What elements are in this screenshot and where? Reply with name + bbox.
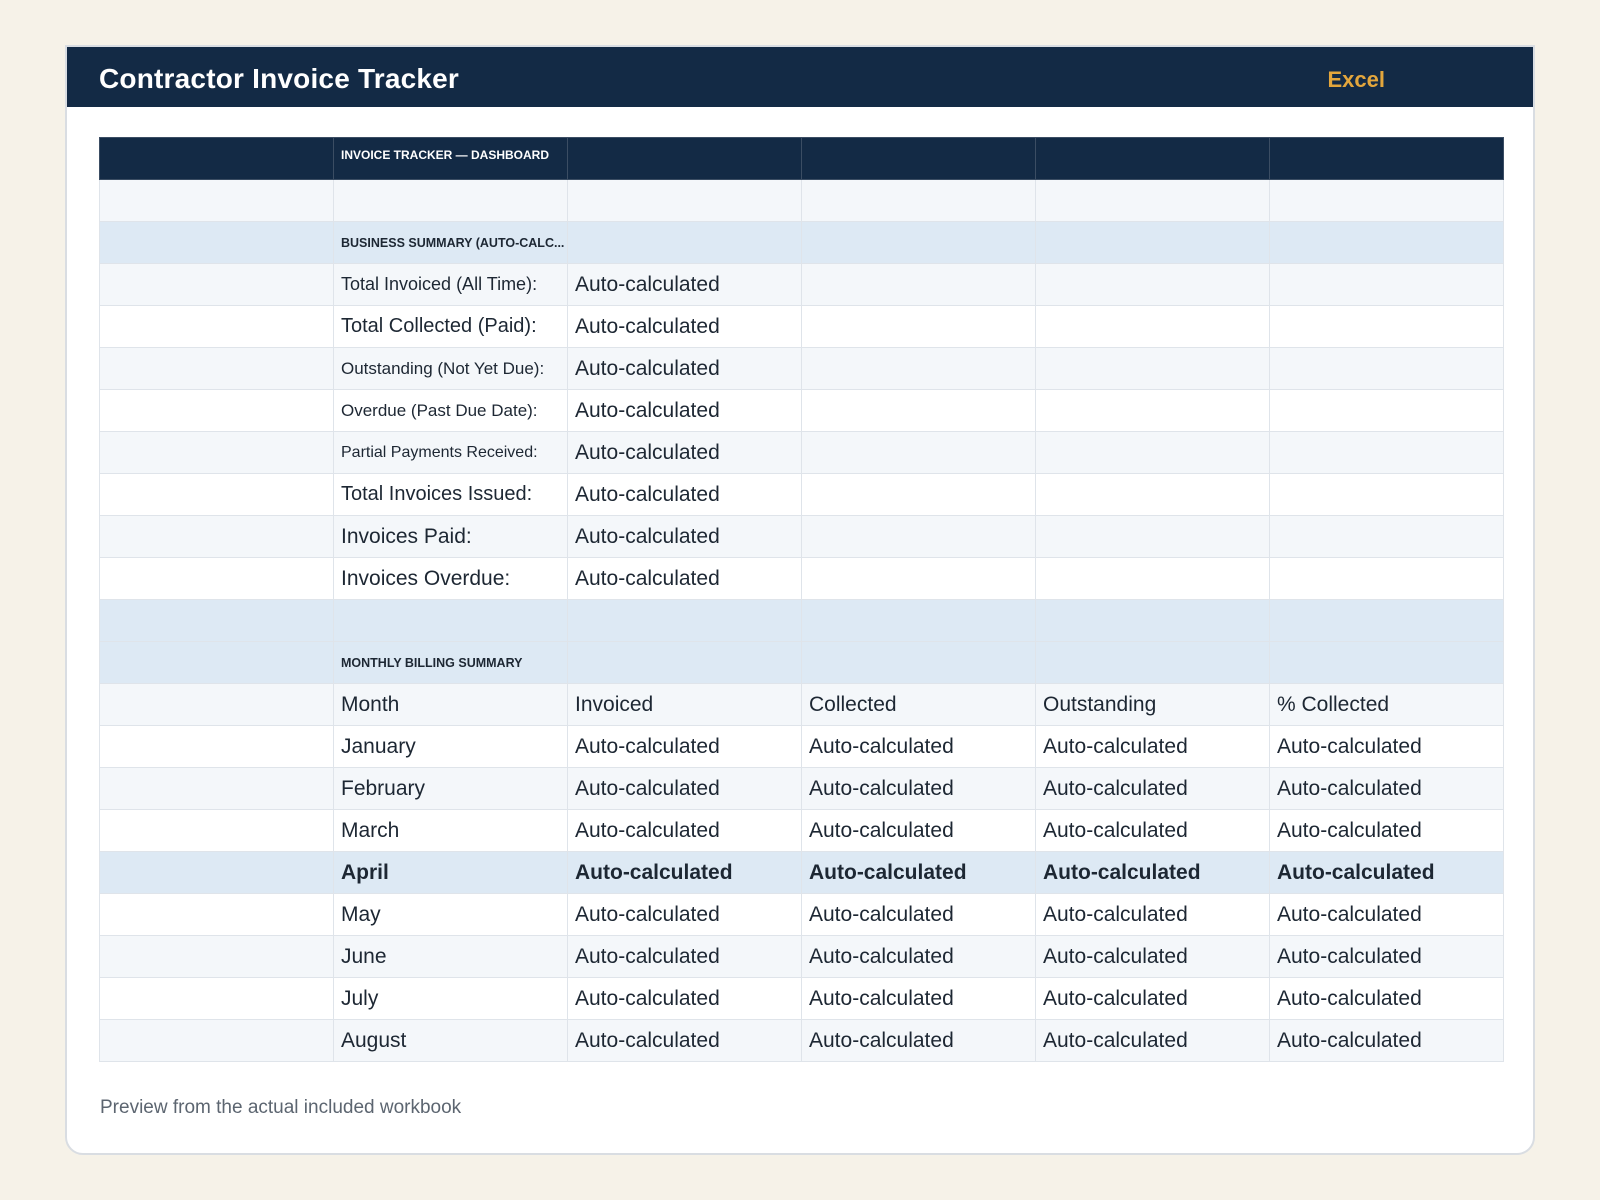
cell[interactable]: [802, 474, 1036, 516]
summary-value[interactable]: Auto-calculated: [568, 306, 802, 348]
table-cell[interactable]: Auto-calculated: [1036, 936, 1270, 978]
table-row: [100, 768, 1504, 810]
monthly-summary-heading[interactable]: MONTHLY BILLING SUMMARY: [334, 642, 568, 684]
summary-row: [100, 264, 1504, 306]
table-cell[interactable]: Auto-calculated: [1270, 726, 1504, 768]
cell[interactable]: [1036, 390, 1270, 432]
cell[interactable]: [1036, 222, 1270, 264]
banner-title[interactable]: INVOICE TRACKER — DASHBOARD: [334, 138, 568, 180]
table-cell[interactable]: Auto-calculated: [802, 726, 1036, 768]
summary-value[interactable]: Auto-calculated: [568, 432, 802, 474]
table-row: [100, 936, 1504, 978]
table-cell[interactable]: Auto-calculated: [568, 978, 802, 1020]
summary-value[interactable]: Auto-calculated: [568, 516, 802, 558]
cell[interactable]: [802, 348, 1036, 390]
cell[interactable]: [1270, 306, 1504, 348]
table-cell[interactable]: Auto-calculated: [1270, 978, 1504, 1020]
section-header-row: [100, 222, 1504, 264]
table-cell[interactable]: Auto-calculated: [802, 936, 1036, 978]
table-row: [100, 978, 1504, 1020]
cell[interactable]: [334, 600, 568, 642]
cell[interactable]: [802, 138, 1036, 180]
cell[interactable]: [100, 978, 334, 1020]
cell[interactable]: [802, 306, 1036, 348]
cell[interactable]: [1036, 516, 1270, 558]
column-header[interactable]: Invoiced: [568, 684, 802, 726]
table-row: [100, 726, 1504, 768]
cell[interactable]: [802, 432, 1036, 474]
cell[interactable]: [100, 810, 334, 852]
cell[interactable]: [100, 222, 334, 264]
cell[interactable]: [1036, 558, 1270, 600]
preview-card: [65, 45, 1535, 1155]
table-cell[interactable]: Auto-calculated: [1036, 1020, 1270, 1062]
cell[interactable]: [1270, 348, 1504, 390]
table-cell[interactable]: Auto-calculated: [1270, 936, 1504, 978]
cell[interactable]: [100, 684, 334, 726]
page-title: Contractor Invoice Tracker: [99, 63, 459, 94]
column-header[interactable]: Collected: [802, 684, 1036, 726]
table-cell[interactable]: Auto-calculated: [1036, 852, 1270, 894]
cell[interactable]: [334, 180, 568, 222]
table-cell[interactable]: Auto-calculated: [568, 894, 802, 936]
table-cell[interactable]: Auto-calculated: [1036, 810, 1270, 852]
summary-value[interactable]: Auto-calculated: [568, 558, 802, 600]
summary-label[interactable]: Invoices Paid:: [334, 516, 568, 558]
cell[interactable]: [100, 936, 334, 978]
table-cell[interactable]: Auto-calculated: [568, 768, 802, 810]
month-cell[interactable]: July: [334, 978, 568, 1020]
summary-row: [100, 558, 1504, 600]
cell[interactable]: [1036, 348, 1270, 390]
table-cell[interactable]: Auto-calculated: [802, 978, 1036, 1020]
file-type-badge: Excel: [1327, 67, 1385, 92]
cell[interactable]: [100, 726, 334, 768]
month-cell[interactable]: April: [334, 852, 568, 894]
table-cell[interactable]: Auto-calculated: [802, 852, 1036, 894]
table-cell[interactable]: Auto-calculated: [1036, 894, 1270, 936]
cell[interactable]: [802, 600, 1036, 642]
blank-row: [100, 180, 1504, 222]
card-header: [67, 47, 1533, 107]
spreadsheet-grid: [99, 137, 1504, 1062]
column-header[interactable]: Outstanding: [1036, 684, 1270, 726]
table-cell[interactable]: Auto-calculated: [1270, 810, 1504, 852]
cell[interactable]: [1036, 642, 1270, 684]
table-cell[interactable]: Auto-calculated: [1036, 768, 1270, 810]
cell[interactable]: [100, 474, 334, 516]
cell[interactable]: [100, 180, 334, 222]
cell[interactable]: [1270, 642, 1504, 684]
table-cell[interactable]: Auto-calculated: [568, 810, 802, 852]
column-header[interactable]: Month: [334, 684, 568, 726]
cell[interactable]: [100, 390, 334, 432]
cell[interactable]: [1036, 306, 1270, 348]
cell[interactable]: [100, 768, 334, 810]
cell[interactable]: [1036, 138, 1270, 180]
banner-row: [100, 138, 1504, 180]
summary-label[interactable]: Partial Payments Received:: [334, 432, 568, 474]
summary-label[interactable]: Invoices Overdue:: [334, 558, 568, 600]
table-cell[interactable]: Auto-calculated: [1270, 894, 1504, 936]
table-cell[interactable]: Auto-calculated: [802, 894, 1036, 936]
column-header[interactable]: % Collected: [1270, 684, 1504, 726]
summary-label[interactable]: Total Invoiced (All Time):: [334, 264, 568, 306]
cell[interactable]: [100, 348, 334, 390]
table-cell[interactable]: Auto-calculated: [568, 936, 802, 978]
month-cell[interactable]: June: [334, 936, 568, 978]
summary-label[interactable]: Overdue (Past Due Date):: [334, 390, 568, 432]
cell[interactable]: [100, 306, 334, 348]
cell[interactable]: [1036, 600, 1270, 642]
table-row: [100, 810, 1504, 852]
cell[interactable]: [802, 642, 1036, 684]
cell[interactable]: [100, 516, 334, 558]
cell[interactable]: [100, 558, 334, 600]
cell[interactable]: [1036, 180, 1270, 222]
table-cell[interactable]: Auto-calculated: [802, 1020, 1036, 1062]
month-cell[interactable]: March: [334, 810, 568, 852]
summary-label[interactable]: Total Collected (Paid):: [334, 306, 568, 348]
cell[interactable]: [1270, 600, 1504, 642]
month-cell[interactable]: August: [334, 1020, 568, 1062]
cell[interactable]: [1270, 264, 1504, 306]
summary-value[interactable]: Auto-calculated: [568, 390, 802, 432]
table-cell[interactable]: Auto-calculated: [802, 810, 1036, 852]
summary-label[interactable]: Total Invoices Issued:: [334, 474, 568, 516]
cell[interactable]: [1036, 474, 1270, 516]
table-row-highlighted: [100, 852, 1504, 894]
cell[interactable]: [100, 138, 334, 180]
summary-row: [100, 432, 1504, 474]
spacer-row: [100, 600, 1504, 642]
cell[interactable]: [100, 642, 334, 684]
summary-value[interactable]: Auto-calculated: [568, 264, 802, 306]
cell[interactable]: [802, 264, 1036, 306]
table-cell[interactable]: Auto-calculated: [1036, 726, 1270, 768]
summary-value[interactable]: Auto-calculated: [568, 348, 802, 390]
column-header-row: [100, 684, 1504, 726]
cell[interactable]: [802, 558, 1036, 600]
cell[interactable]: [802, 222, 1036, 264]
cell[interactable]: [568, 222, 802, 264]
table-cell[interactable]: Auto-calculated: [1036, 978, 1270, 1020]
preview-footnote: Preview from the actual included workbook: [100, 1097, 462, 1118]
table-cell[interactable]: Auto-calculated: [568, 726, 802, 768]
cell[interactable]: [802, 390, 1036, 432]
cell[interactable]: [100, 600, 334, 642]
table-cell[interactable]: Auto-calculated: [568, 1020, 802, 1062]
table-cell[interactable]: Auto-calculated: [1270, 1020, 1504, 1062]
cell[interactable]: [100, 894, 334, 936]
cell[interactable]: [802, 516, 1036, 558]
cell[interactable]: [1270, 516, 1504, 558]
table-cell[interactable]: Auto-calculated: [802, 768, 1036, 810]
month-cell[interactable]: May: [334, 894, 568, 936]
cell[interactable]: [100, 264, 334, 306]
section-header-row: [100, 642, 1504, 684]
summary-row: [100, 516, 1504, 558]
business-summary-heading[interactable]: BUSINESS SUMMARY (AUTO-CALC...: [334, 222, 568, 264]
cell[interactable]: [100, 432, 334, 474]
summary-label[interactable]: Outstanding (Not Yet Due):: [334, 348, 568, 390]
cell[interactable]: [1270, 222, 1504, 264]
summary-row: [100, 474, 1504, 516]
cell[interactable]: [1270, 138, 1504, 180]
cell[interactable]: [1270, 180, 1504, 222]
summary-row: [100, 390, 1504, 432]
cell[interactable]: [100, 1020, 334, 1062]
cell[interactable]: [1270, 432, 1504, 474]
cell[interactable]: [1270, 390, 1504, 432]
summary-row: [100, 306, 1504, 348]
cell[interactable]: [568, 600, 802, 642]
cell[interactable]: [568, 138, 802, 180]
table-cell[interactable]: Auto-calculated: [1270, 852, 1504, 894]
cell[interactable]: [100, 852, 334, 894]
cell[interactable]: [802, 180, 1036, 222]
table-cell[interactable]: Auto-calculated: [1270, 768, 1504, 810]
table-cell[interactable]: Auto-calculated: [568, 852, 802, 894]
summary-row: [100, 348, 1504, 390]
cell[interactable]: [1270, 474, 1504, 516]
month-cell[interactable]: January: [334, 726, 568, 768]
summary-value[interactable]: Auto-calculated: [568, 474, 802, 516]
cell[interactable]: [568, 642, 802, 684]
cell[interactable]: [1036, 264, 1270, 306]
cell[interactable]: [1270, 558, 1504, 600]
month-cell[interactable]: February: [334, 768, 568, 810]
table-row: [100, 1020, 1504, 1062]
cell[interactable]: [568, 180, 802, 222]
cell[interactable]: [1036, 432, 1270, 474]
table-row: [100, 894, 1504, 936]
